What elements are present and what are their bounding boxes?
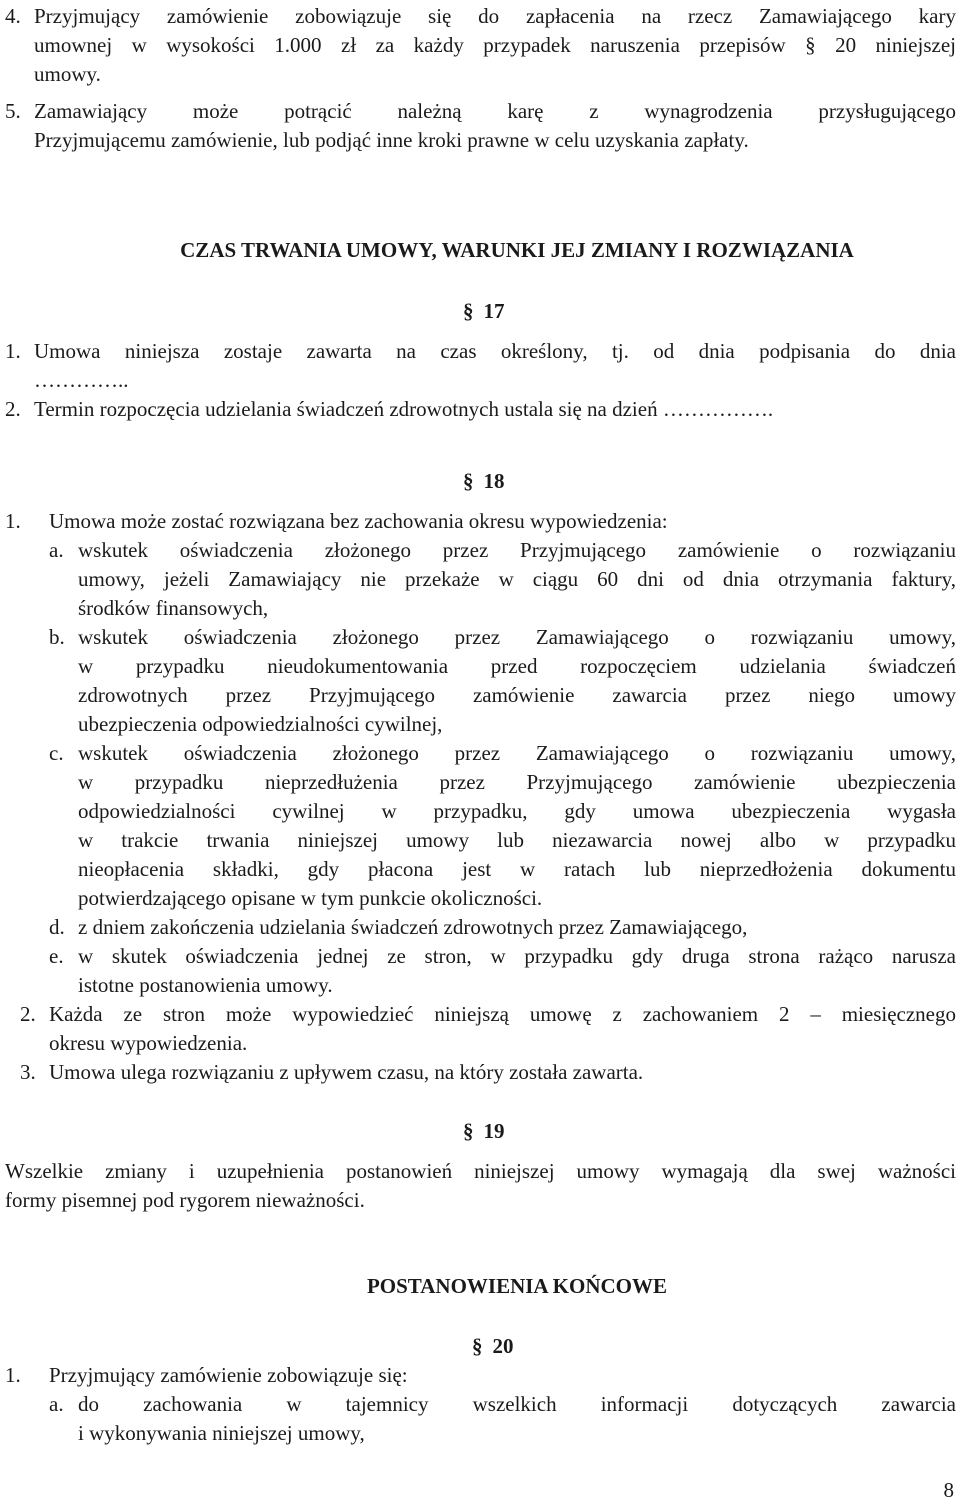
section-number: 18 [483, 469, 505, 493]
sub-label: b. [49, 625, 65, 649]
item-label: 2. [5, 397, 21, 421]
paragraph-number-18 [463, 467, 505, 496]
sub-label: d. [49, 915, 65, 939]
item-label: 4. [5, 4, 21, 28]
paragraph-number-20 [472, 1332, 514, 1361]
item-4-line: umownej w wysokości 1.000 zł za każdy przypadek naruszenia przepisów § 20 niniejszej [34, 33, 956, 57]
s18-a-line: środków finansowych, [78, 596, 269, 620]
section-heading: POSTANOWIENIA KOŃCOWE [366, 1274, 668, 1298]
s18-c-line: odpowiedzialności cywilnej w przypadku, gdy umowa ubezpieczenia wygasła [78, 799, 956, 823]
s18-c-line: w trakcie trwania niniejszej umowy lub niezawarcia nowej albo w przypadku [78, 828, 956, 852]
s18-a-line: wskutek oświadczenia złożonego przez Przyjmującego zamówienie o rozwiązaniu [78, 538, 956, 562]
s17-p2-line: Termin rozpoczęcia udzielania świadczeń zdrowotnych ustala się na dzień ……………. [34, 397, 774, 421]
s20-p1-line: Przyjmujący zamówienie zobowiązuje się: [49, 1363, 408, 1387]
s18-b-line: w przypadku nieudokumentowania przed rozpoczęciem udzielania świadczeń [78, 654, 956, 678]
sub-label: c. [49, 741, 64, 765]
s19-line: formy pisemnej pod rygorem nieważności. [5, 1188, 365, 1212]
s17-p1-line: ………….. [34, 368, 129, 392]
section-number: 20 [492, 1334, 514, 1358]
paragraph-number-19 [463, 1117, 505, 1146]
paragraph-number-17 [463, 297, 505, 326]
section-sign: § [472, 1334, 483, 1358]
s18-e-line: istotne postanowienia umowy. [78, 973, 333, 997]
s20-a-line: i wykonywania niniejszej umowy, [78, 1421, 365, 1445]
item-label: 2. [20, 1002, 36, 1026]
s18-p2-line: okresu wypowiedzenia. [49, 1031, 248, 1055]
section-heading: CZAS TRWANIA UMOWY, WARUNKI JEJ ZMIANY I ROZWIĄZANIA [180, 238, 854, 262]
page-number: 8 [943, 1478, 954, 1502]
s18-p3-line: Umowa ulega rozwiązaniu z upływem czasu, na który została zawarta. [49, 1060, 644, 1084]
section-number: 17 [483, 299, 505, 323]
s18-c-line: wskutek oświadczenia złożonego przez Zamawiającego o rozwiązaniu umowy, [78, 741, 956, 765]
sub-label: a. [49, 1392, 64, 1416]
section-number: 19 [483, 1119, 505, 1143]
s18-b-line: zdrowotnych przez Przyjmującego zamówienie zawarcia przez niego umowy [78, 683, 956, 707]
item-label: 1. [5, 509, 21, 533]
s18-p2-line: Każda ze stron może wypowiedzieć niniejszą umowę z zachowaniem 2 – miesięcznego [49, 1002, 956, 1026]
item-4-line: Przyjmujący zamówienie zobowiązuje się do zapłacenia na rzecz Zamawiającego kary [34, 4, 956, 28]
s18-d-line: z dniem zakończenia udzielania świadczeń zdrowotnych przez Zamawiającego, [78, 915, 748, 939]
sub-label: e. [49, 944, 64, 968]
item-4-line: umowy. [34, 62, 101, 86]
s18-b-line: ubezpieczenia odpowiedzialności cywilnej, [78, 712, 443, 736]
s18-p1-line: Umowa może zostać rozwiązana bez zachowania okresu wypowiedzenia: [49, 509, 668, 533]
s17-p1-line: Umowa niniejsza zostaje zawarta na czas określony, tj. od dnia podpisania do dnia [34, 339, 956, 363]
item-label: 1. [5, 339, 21, 363]
sub-label: a. [49, 538, 64, 562]
s18-e-line: w skutek oświadczenia jednej ze stron, w przypadku gdy druga strona rażąco narusza [78, 944, 956, 968]
item-label: 5. [5, 99, 21, 123]
s18-a-line: umowy, jeżeli Zamawiający nie przekaże w ciągu 60 dni od dnia otrzymania faktury, [78, 567, 956, 591]
s19-line: Wszelkie zmiany i uzupełnienia postanowień niniejszej umowy wymagają dla swej ważności [5, 1159, 956, 1183]
section-sign: § [463, 299, 474, 323]
s18-c-line: potwierdzającego opisane w tym punkcie okoliczności. [78, 886, 543, 910]
s20-a-line: do zachowania w tajemnicy wszelkich informacji dotyczących zawarcia [78, 1392, 956, 1416]
s18-b-line: wskutek oświadczenia złożonego przez Zamawiającego o rozwiązaniu umowy, [78, 625, 956, 649]
s18-c-line: w przypadku nieprzedłużenia przez Przyjmującego zamówienie ubezpieczenia [78, 770, 956, 794]
s18-c-line: nieopłacenia składki, gdy płacona jest w ratach lub nieprzedłożenia dokumentu [78, 857, 956, 881]
item-label: 3. [20, 1060, 36, 1084]
section-sign: § [463, 469, 474, 493]
section-sign: § [463, 1119, 474, 1143]
item-5-line: Przyjmującemu zamówienie, lub podjąć inne kroki prawne w celu uzyskania zapłaty. [34, 128, 749, 152]
item-5-line: Zamawiający może potrącić należną karę z wynagrodzenia przysługującego [34, 99, 956, 123]
item-label: 1. [5, 1363, 21, 1387]
